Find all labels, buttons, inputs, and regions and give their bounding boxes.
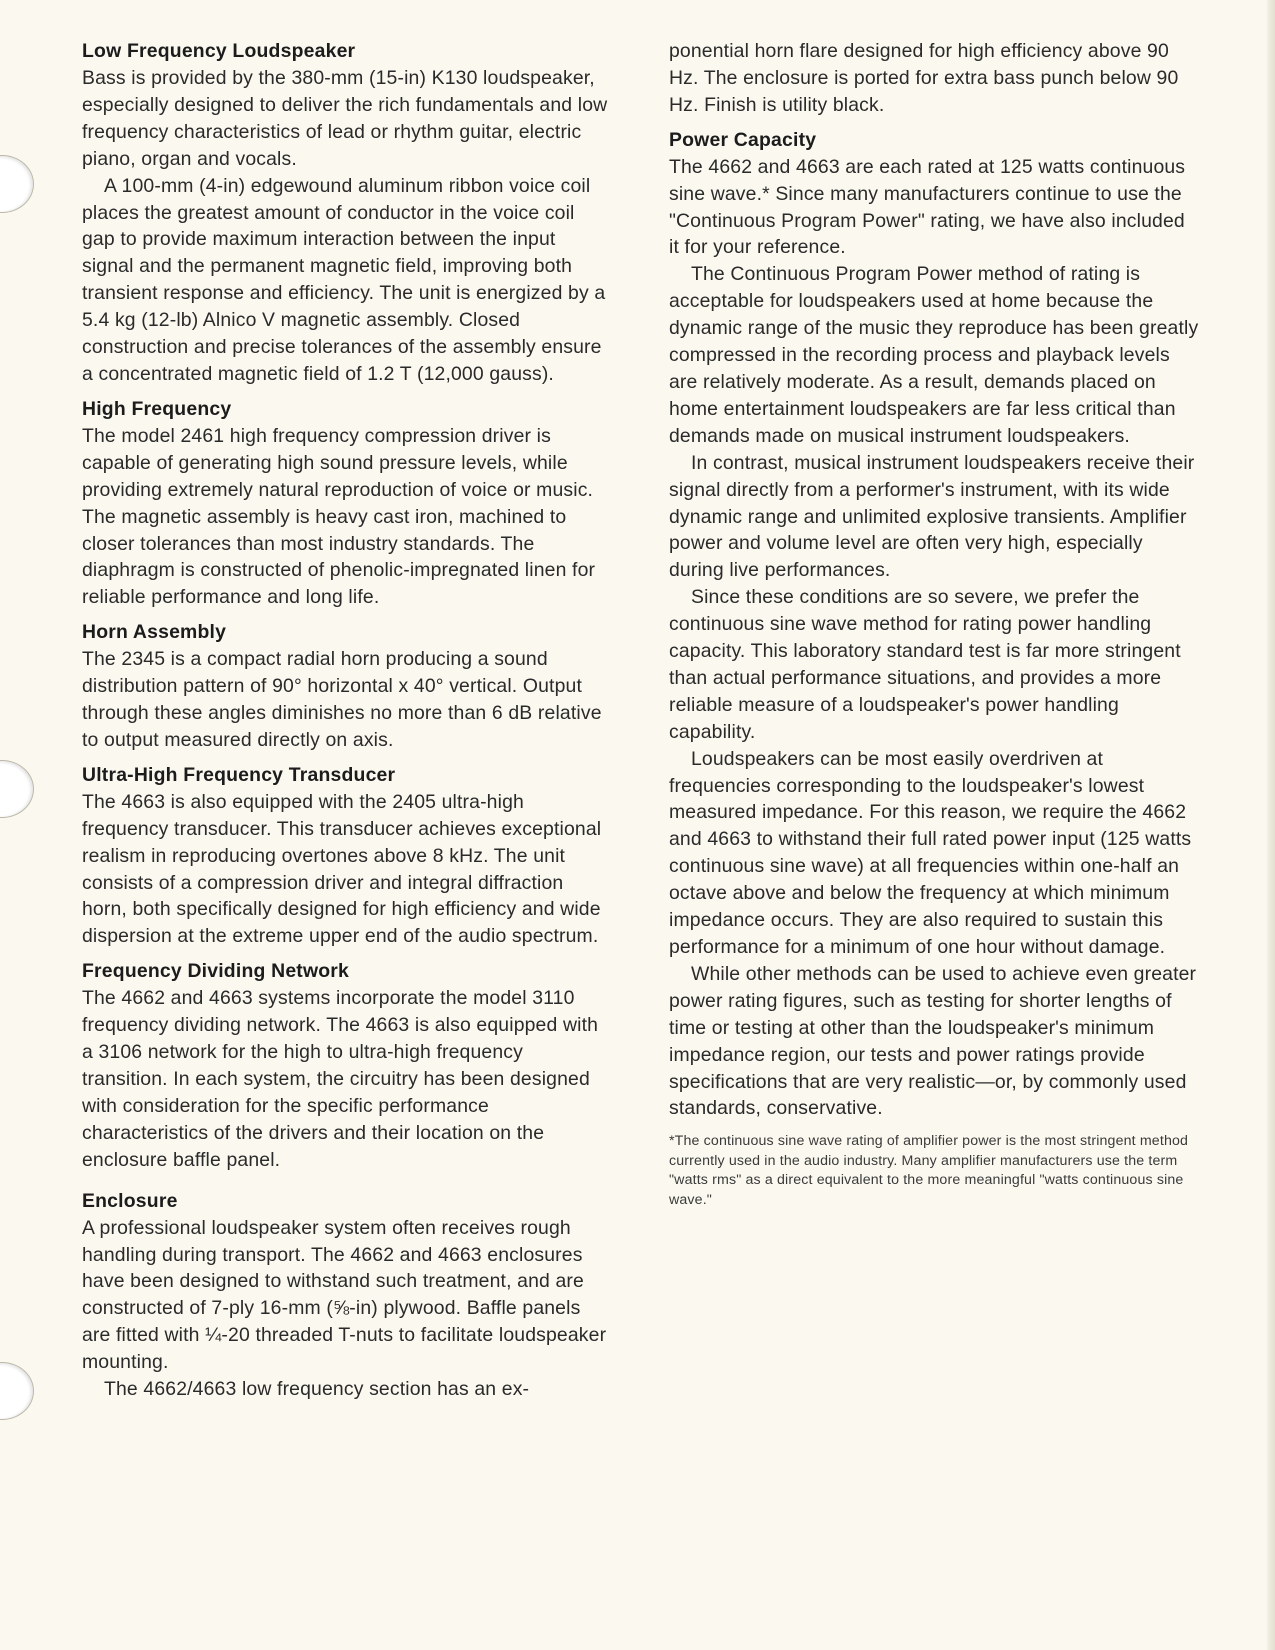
paragraph: The 4663 is also equipped with the 2405 ultra-high frequency transducer. This transducer achieves exceptional realism in reproducing overtones above 8 kHz. The unit consists of a compression driver and integral diffraction horn, both specifically designed for high efficiency and wide dispersion at the extreme upper end of the audio spectrum. <box>82 790 602 948</box>
paragraph: The model 2461 high frequency compression driver is capable of generating high sound pressure levels, while providing extremely natural reproduction of voice or music. The magnetic assembly is heavy cast iron, machined to closer tolerances than most industry standards. The diaphragm is constructed of phenolic-impregnated linen for reliable performance and long life. <box>82 424 596 609</box>
paragraph: A professional loudspeaker system often receives rough handling during transport. The 4662 and 4663 enclosures have been designed to withstand such treatment, and are constructed of 7-ply 16-mm (⅝-in) plywood. Baffle panels are fitted with ¼-20 threaded T-nuts to facilitate loudspeaker mounting. <box>82 1216 607 1374</box>
paragraph: While other methods can be used to achieve even greater power rating figures, such as testing for shorter lengths of time or testing at other than the loudspeaker's minimum impedance region, our tests and power ratings provide specifications that are very realistic—or, by commonly used standards, conservative. <box>669 962 1197 1120</box>
paragraph: In contrast, musical instrument loudspeakers receive their signal directly from a performer's instrument, with its wide dynamic range and unlimited explosive transients. Amplifier power and volume level are often very high, especially during live performances. <box>669 451 1195 582</box>
section-heading: Ultra-High Frequency Transducer <box>82 763 396 786</box>
binder-hole-bottom <box>0 1362 34 1420</box>
paragraph: Since these conditions are so severe, we prefer the continuous sine wave method for rating power handling capacity. This laboratory standard test is far more stringent than actual performance situations, and provides a more reliable measure of a loudspeaker's power handling capability. <box>669 586 1181 743</box>
binder-hole-middle <box>0 760 34 818</box>
section-low-frequency-loudspeaker <box>82 38 612 388</box>
section-heading: Low Frequency Loudspeaker <box>82 40 356 62</box>
section-heading: Enclosure <box>82 1189 178 1212</box>
section-enclosure <box>82 1188 612 1403</box>
paragraph: Bass is provided by the 380-mm (15-in) K130 loudspeaker, especially designed to deliver the rich fundamentals and low frequency characteristics of lead or rhythm guitar, electric piano, organ and vocals. <box>82 67 608 170</box>
paragraph: The Continuous Program Power method of rating is acceptable for loudspeakers used at home because the dynamic range of the music they reproduce has been greatly compressed in the recording process and playback levels are relatively moderate. As a result, demands placed on home entertainment loudspeakers are far less critical than demands made on musical instrument loudspeakers. <box>669 263 1199 447</box>
paragraph: ponential horn flare designed for high efficiency above 90 Hz. The enclosure is ported for extra bass punch below 90 Hz. Finish is utility black. <box>669 40 1179 116</box>
section-heading: Power Capacity <box>669 128 817 151</box>
section-high-frequency <box>82 396 612 611</box>
footnote: *The continuous sine wave rating of amplifier power is the most stringent method currently used in the audio industry. Many amplifier manufacturers use the term "watts rms" as a direct equivalent to the more meaningful "watts continuous sine wave." <box>669 1133 1189 1208</box>
section-heading: Horn Assembly <box>82 621 227 644</box>
left-column <box>82 38 612 1411</box>
paragraph: Loudspeakers can be most easily overdriven at frequencies corresponding to the loudspeaker's lowest measured impedance. For this reason, we require the 4662 and 4663 to withstand their full rated power input (125 watts continuous sine wave) at all frequencies within one-half an octave above and below the frequency at which minimum impedance occurs. They are also required to sustain this performance for a minimum of one hour without damage. <box>669 747 1192 958</box>
page-edge-shadow <box>1267 0 1275 1650</box>
section-heading: High Frequency <box>82 397 232 420</box>
section-heading: Frequency Dividing Network <box>82 960 350 983</box>
paragraph: A 100-mm (4-in) edgewound aluminum ribbon voice coil places the greatest amount of conductor in the voice coil gap to provide maximum interaction between the input signal and the permanent magnetic field, improving both transient response and efficiency. The unit is energized by a 5.4 kg (12-lb) Alnico V magnetic assembly. Closed construction and precise tolerances of the assembly ensure a concentrated magnetic field of 1.2 T (12,000 gauss). <box>82 174 606 385</box>
binder-hole-top <box>0 155 34 213</box>
paragraph: The 4662 and 4663 systems incorporate the model 3110 frequency dividing network. The 4663 is also equipped with a 3106 network for the high to ultra-high frequency transition. In each system, the circuitry has been designed with consideration for the specific performance characteristics of the drivers and their location on the enclosure baffle panel. <box>82 987 599 1171</box>
paragraph: The 4662/4663 low frequency section has an ex- <box>104 1378 530 1401</box>
section-ultra-high-frequency-transducer <box>82 762 612 950</box>
section-horn-assembly <box>82 619 612 754</box>
paragraph: The 4662 and 4663 are each rated at 125 watts continuous sine wave.* Since many manufacturers continue to use the "Continuous Program Power" rating, we have also included it for your reference. <box>669 155 1186 259</box>
section-frequency-dividing-network <box>82 958 612 1173</box>
right-column <box>669 38 1199 1210</box>
paragraph: The 2345 is a compact radial horn producing a sound distribution pattern of 90° horizontal x 40° vertical. Output through these angles diminishes no more than 6 dB relative to output measured directly on axis. <box>82 648 602 751</box>
section-power-capacity <box>669 127 1199 1123</box>
continued-text <box>669 38 1199 119</box>
